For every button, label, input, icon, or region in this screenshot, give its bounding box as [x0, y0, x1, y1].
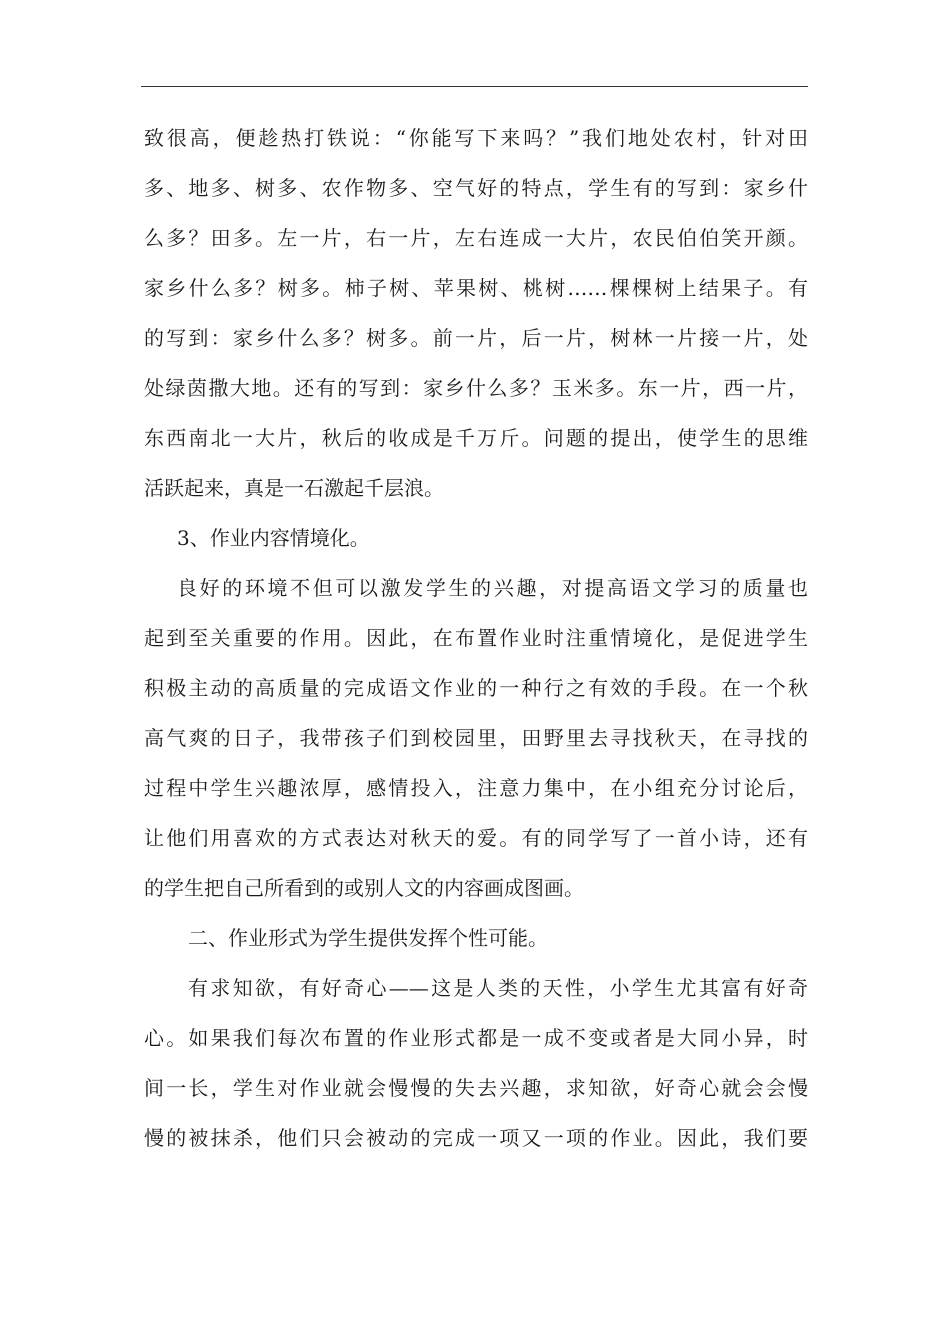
text-line: 的学生把自己所看到的或别人文的内容画成图画。 [144, 876, 584, 900]
text-line: 多、地多、树多、农作物多、空气好的特点，学生有的写到：家乡什 [144, 176, 808, 200]
text-line: 家乡什么多？树多。柿子树、苹果树、桃树……棵棵树上结果子。有 [144, 276, 808, 300]
text-line: 么多？田多。左一片，右一片，左右连成一大片，农民伯伯笑开颜。 [144, 226, 808, 250]
text-line: 慢的被抹杀，他们只会被动的完成一项又一项的作业。因此，我们要 [144, 1126, 808, 1150]
text-line: 有求知欲，有好奇心——这是人类的天性，小学生尤其富有好奇 [188, 976, 808, 1000]
text-line: 处绿茵撒大地。还有的写到：家乡什么多？玉米多。东一片，西一片， [144, 376, 808, 400]
text-line: 心。如果我们每次布置的作业形式都是一成不变或者是大同小异，时 [144, 1026, 808, 1050]
text-line: 高气爽的日子，我带孩子们到校园里，田野里去寻找秋天，在寻找的 [144, 726, 808, 750]
text-line: 良好的环境不但可以激发学生的兴趣，对提高语文学习的质量也 [177, 576, 808, 600]
text-line: 间一长，学生对作业就会慢慢的失去兴趣，求知欲，好奇心就会会慢 [144, 1076, 808, 1100]
text-line: 致很高，便趁热打铁说：“你能写下来吗？”我们地处农村，针对田 [144, 126, 808, 150]
text-line: 起到至关重要的作用。因此，在布置作业时注重情境化，是促进学生 [144, 626, 808, 650]
section-heading: 3、作业内容情境化。 [177, 526, 370, 550]
header-rule [141, 86, 808, 87]
text-line: 的写到：家乡什么多？树多。前一片，后一片，树林一片接一片，处 [144, 326, 808, 350]
text-line: 积极主动的高质量的完成语文作业的一种行之有效的手段。在一个秋 [144, 676, 808, 700]
text-line: 让他们用喜欢的方式表达对秋天的爱。有的同学写了一首小诗，还有 [144, 826, 808, 850]
text-line: 东西南北一大片，秋后的收成是千万斤。问题的提出，使学生的思维 [144, 426, 808, 450]
text-line: 活跃起来，真是一石激起千层浪。 [144, 476, 444, 500]
body-text [144, 113, 808, 1163]
text-line: 过程中学生兴趣浓厚，感情投入，注意力集中，在小组充分讨论后， [144, 776, 808, 800]
section-heading: 二、作业形式为学生提供发挥个性可能。 [188, 926, 548, 950]
